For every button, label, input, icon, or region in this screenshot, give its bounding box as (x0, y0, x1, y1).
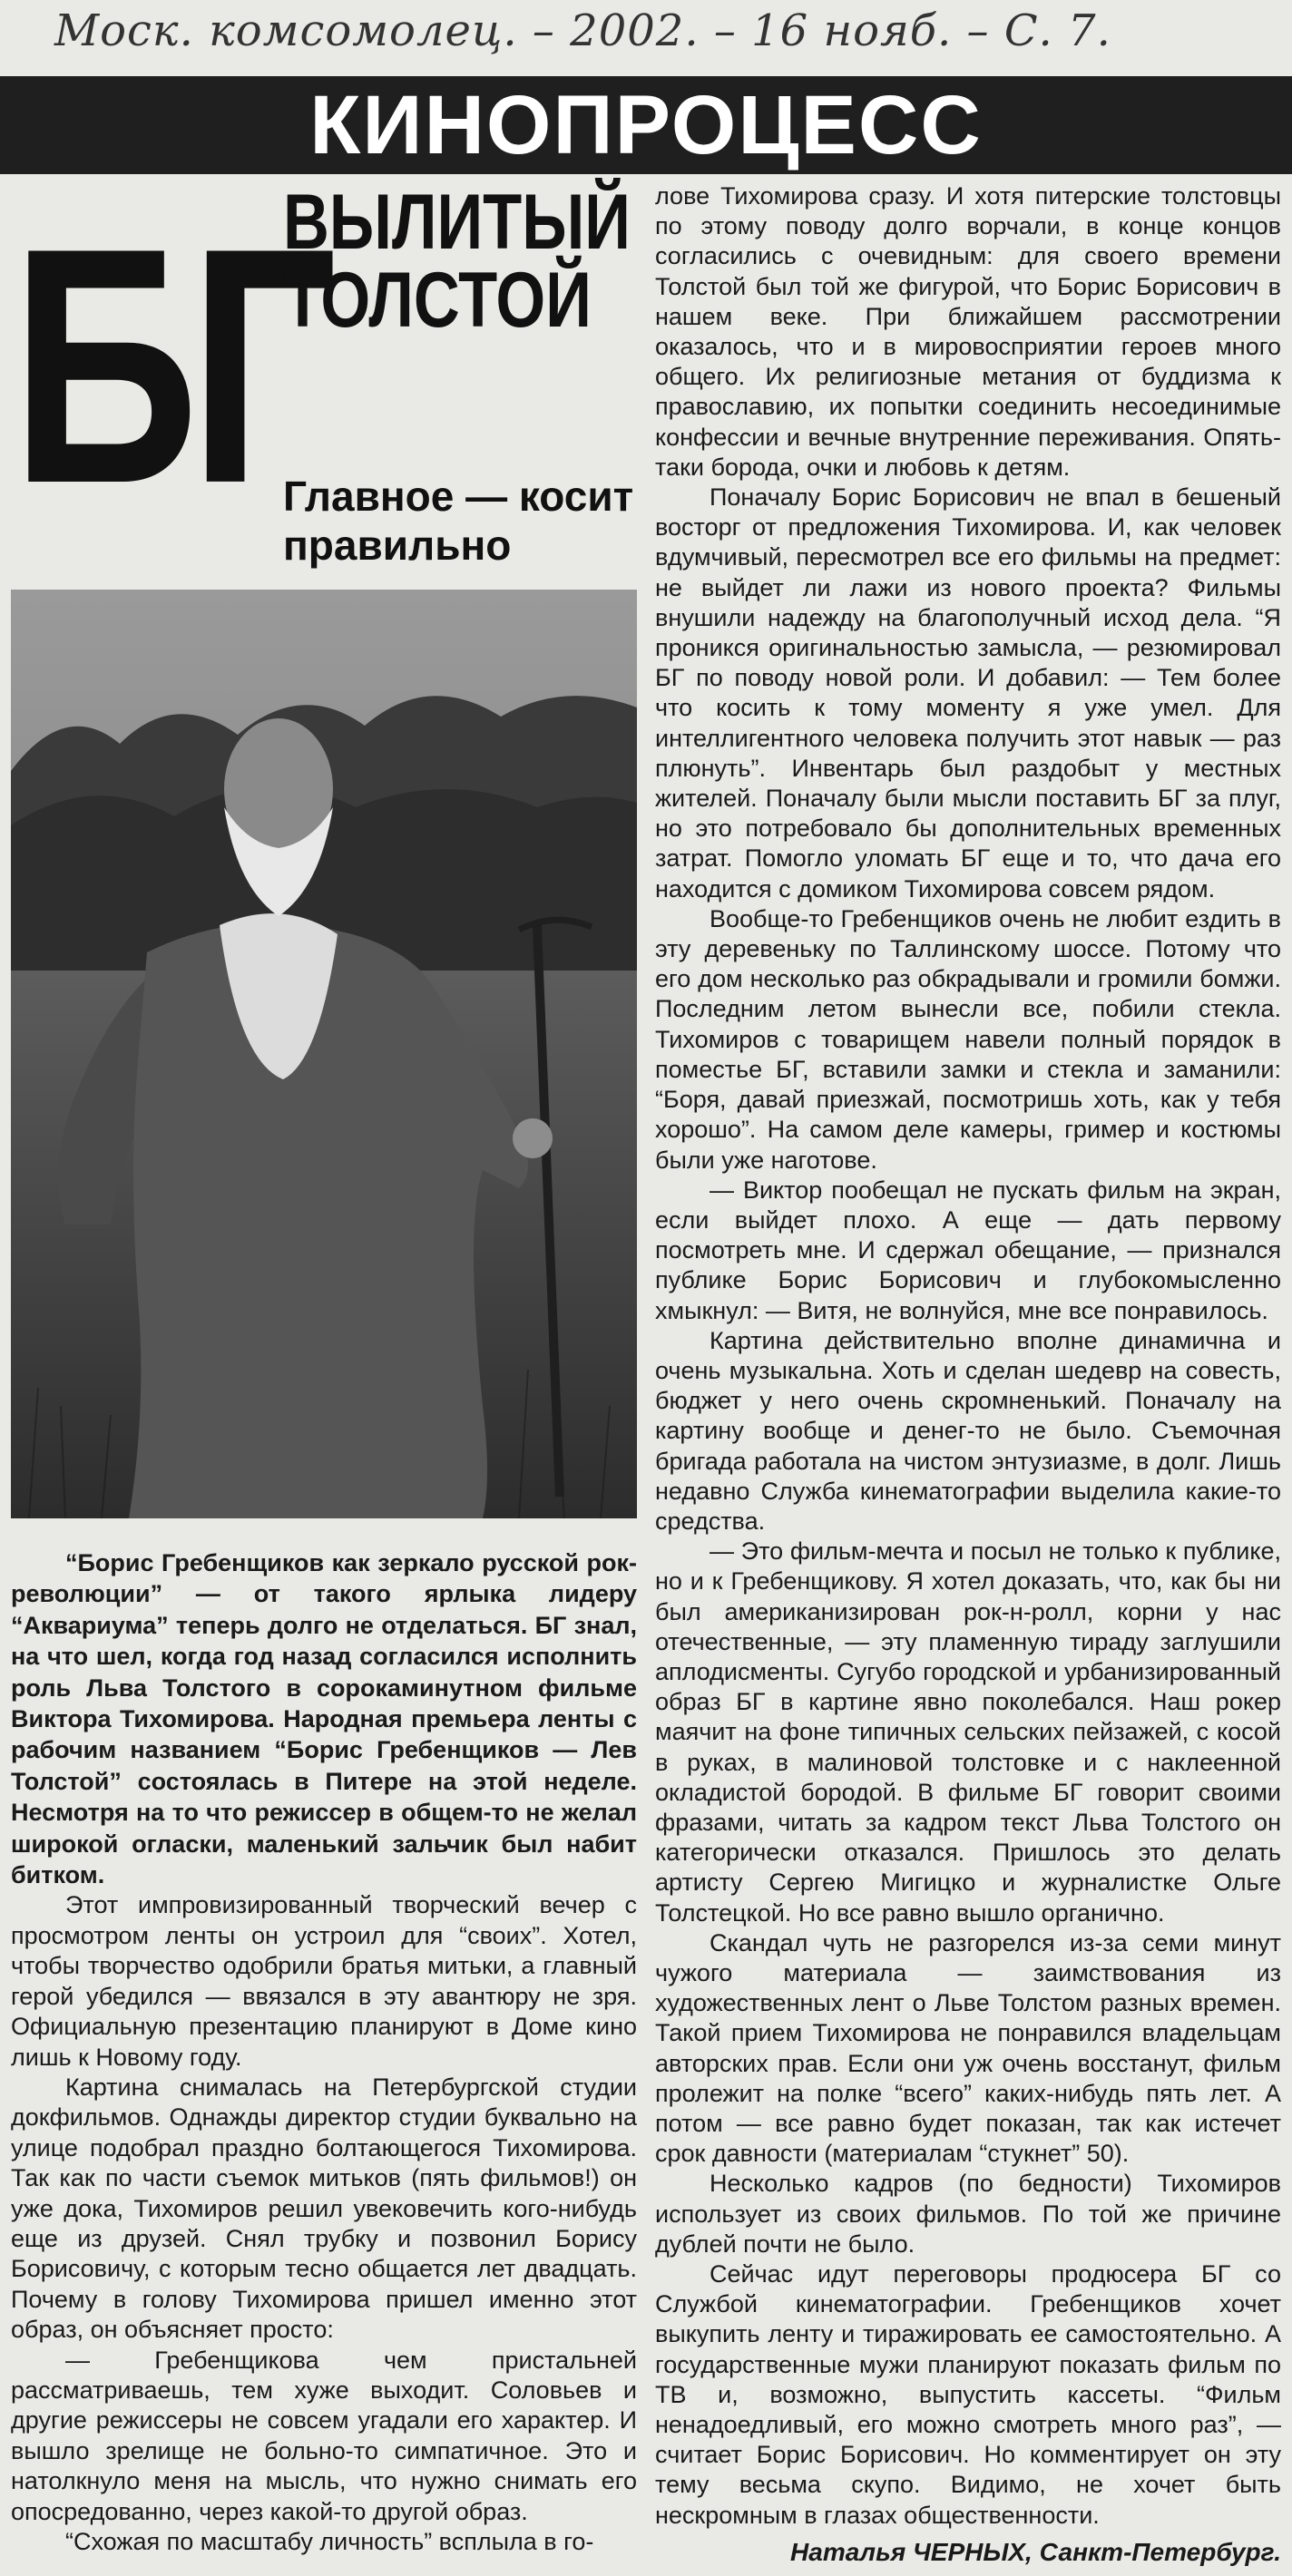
article-photo (11, 590, 637, 1518)
author-byline: Наталья ЧЕРНЫХ, Санкт-Петербург. (790, 2537, 1281, 2566)
paragraph: — Это фильм-мечта и посыл не только к публике, но и к Гребенщикову. Я хотел доказать, что, как бы ни был американизирован рок-н-ролл, корни у нас отечественные, — эту пламенную тираду заглушили аплодисменты. Сугубо городской и урбанизированный образ БГ в картине явно поколебался. Наш рокер маячит на фоне типичных сельских пейзажей, с косой в руках, в малиновой толстовке и с наклеенной окладистой бородой. В фильме БГ говорит своими фразами, читать за кадром текст Льва Толстого он категорически отказался. Пришлось это делать артисту Сергею Мигицко и журналистке Ольге Толстецкой. Но все равно вышло органично. (655, 1537, 1281, 1927)
left-body-text (11, 1890, 637, 2557)
photo-illustration (11, 590, 637, 1518)
paragraph: Поначалу Борис Борисович не впал в бешеный восторг от предложения Тихомирова. И, как человек вдумчивый, пересмотрел все его фильмы на предмет: не выйдет ли лажи из нового проекта? Фильмы внушили надежду на благополучный исход дела. “Я проникся оригинальностью замысла, — резюмировал БГ по поводу новой роли. И добавил: — Тем более что косить к тому моменту я уже умел. Для интеллигентного человека получить этот навык — раз плюнуть”. Инвентарь был раздобыт у местных жителей. Поначалу были мысли поставить БГ за плуг, но это потребовало бы дополнительных временных затрат. Помогло уломать БГ еще и то, что дача его находится с домиком Тихомирова совсем рядом. (655, 483, 1281, 903)
paragraph-continued: лове Тихомирова сразу. И хотя питерские толстовцы по этому поводу долго ворчали, в конце концов согласились с очевидным: для своего времени Толстой был той же фигурой, что Борис Борисович в нашем веке. При ближайшем рассмотрении оказалось, что и в мировосприятии героев много общего. Их религиозные метания от буддизма к православию, их попытки соединить несоединимые конфессии и вечные внутренние переживания. Опять-таки борода, очки и любовь к детям. (655, 182, 1281, 481)
right-column (655, 181, 1281, 2567)
paragraph: Вообще-то Гребенщиков очень не любит ездить в эту деревеньку по Таллинскому шоссе. Потому что его дом несколько раз обкрадывали и громили бомжи. Последним летом вынесли все, побили стекла. Тихомиров с товарищем навели полный порядок в поместье БГ, вставили замки и стекла и заманили: “Боря, давай приезжай, посмотришь хоть, как у тебя хорошо”. На самом деле камеры, гример и костюмы были уже наготове. (655, 904, 1281, 1174)
headline-title: ВЫЛИТЫЙ ТОЛСТОЙ (283, 179, 631, 344)
left-column (11, 181, 637, 2557)
paragraph: Несколько кадров (по бедности) Тихомиров использует из своих фильмов. По той же причине дублей почти не было. (655, 2170, 1281, 2258)
paragraph: Этот импровизированный творческий вечер с просмотром ленты он устроил для “своих”. Хотел, чтобы творчество одобрили братья митьки, а главный герой убедился — ввязался в эту авантюру не зря. Официальную презентацию планируют в Доме кино лишь к Новому году. (11, 1891, 637, 2071)
paragraph: Сейчас идут переговоры продюсера БГ со Службой кинематографии. Гребенщиков хочет выкупить ленту и тиражировать ее самостоятельно. А государственные мужи планируют показать фильм по ТВ и, возможно, выпустить кассеты. “Фильм ненадоедливый, его можно смотреть много раз”, — считает Борис Борисович. Но комментирует он эту тему весьма скупо. Видимо, не хочет быть нескромным в глазах общественности. (655, 2260, 1281, 2529)
headline-initials: БГ (11, 179, 328, 553)
paragraph: Картина действительно вполне динамична и очень музыкальна. Хоть и сделан шедевр на совесть, бюджет у него очень скромненький. Поначалу на картину вообще и денег-то не было. Съемочная бригада работала на чистом энтузиазме, в долг. Лишь недавно Служба кинематографии выделила какие-то средства. (655, 1326, 1281, 1535)
paragraph: — Виктор пообещал не пускать фильм на экран, если выйдет плохо. А еще — дать первому посмотреть мне. И сдержал обещание, — признался публике Борис Борисович и глубокомысленно хмыкнул: — Витя, не волнуйся, мне все понравилось. (655, 1176, 1281, 1324)
paragraph: — Гребенщикова чем пристальней рассматриваешь, тем хуже выходит. Соловьев и другие режиссеры не совсем угадали его характер. И вышло зрелище не больно-то симпатичное. Это и натолкнуло меня на мысль, что нужно снимать его опосредованно, через какой-то другой образ. (11, 2346, 637, 2525)
paragraph: “Схожая по масштабу личность” всплыла в го- (65, 2528, 594, 2555)
lead-paragraph: “Борис Гребенщиков как зеркало русской рок-революции” — от такого ярлыка лидеру “Аквариума” теперь долго не отделаться. БГ знал, на что шел, когда год назад согласился исполнить роль Льва Толстого в сорокаминутном фильме Виктора Тихомирова. Народная премьера ленты с рабочим названием “Борис Гребенщиков — Лев Толстой” состоялась в Питере на этой неделе. Несмотря на то что режиссер в общем-то не желал широкой огласки, маленький зальчик был набит битком. (11, 1549, 637, 1889)
paragraph: Картина снималась на Петербургской студии докфильмов. Однажды директор студии буквально на улице подобрал праздно болтающегося Тихомирова. Так как по части съемок митьков (пять фильмов!) он уже дока, Тихомиров решил увековечить кого-нибудь еще из друзей. Снял трубку и позвонил Борису Борисовичу, с которым тесно общается лет двадцать. Почему в голову Тихомирова пришел именно этот образ, он объясняет просто: (11, 2073, 637, 2344)
headline-subtitle: Главное — косит правильно (283, 473, 634, 569)
handwritten-source-note: Моск. комсомолец. – 2002. – 16 нояб. – С. 7. (54, 5, 1111, 56)
headline-block (11, 181, 637, 590)
paragraph: Скандал чуть не разгорелся из-за семи минут чужого материала — заимствования из художественных лент о Льве Толстом разных времен. Такой прием Тихомирова не понравился владельцам авторских прав. Если они уж очень восстанут, фильм пролежит на полке “всего” каких-нибудь пять лет. А потом — все равно будет показан, так как истечет срок давности (материалам “стукнет” 50). (655, 1928, 1281, 2168)
section-rubric: КИНОПРОЦЕСС (0, 76, 1292, 174)
